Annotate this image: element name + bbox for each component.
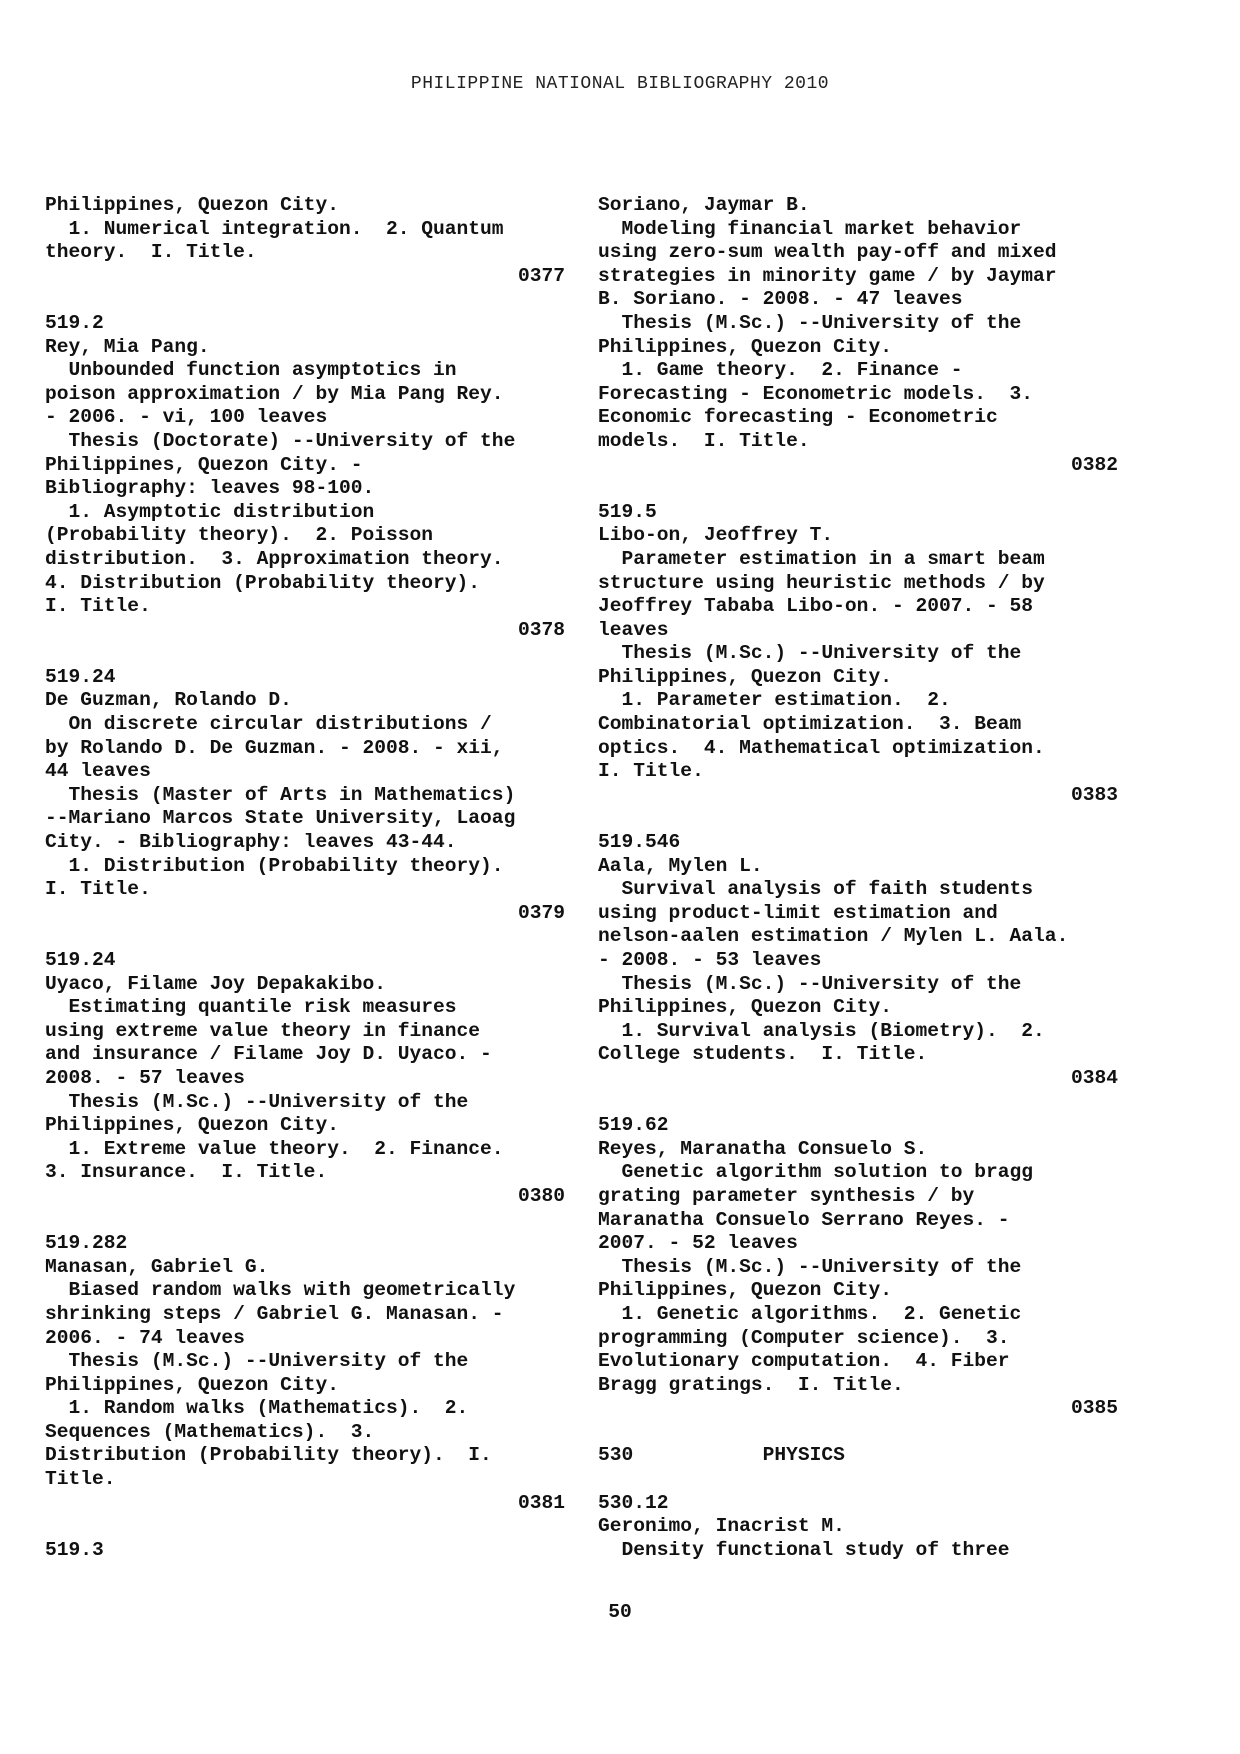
text-line — [45, 642, 565, 666]
text-line: using zero-sum wealth pay-off and mixed — [598, 241, 1057, 264]
text-line: Density functional study of three — [598, 1538, 1010, 1561]
text-line: programming (Computer science). 3. — [598, 1326, 1010, 1349]
text-line: Thesis (M.Sc.) --University of the — [598, 311, 1022, 334]
text-line: Thesis (M.Sc.) --University of the — [598, 642, 1022, 665]
text-line: using product-limit estimation and — [598, 901, 998, 924]
text-line: poison approximation / by Mia Pang Rey. — [45, 382, 504, 405]
page-number: 50 — [608, 1601, 632, 1623]
text-line: 1. Parameter estimation. 2. — [598, 689, 951, 712]
text-line: Philippines, Quezon City. — [598, 335, 892, 358]
text-line — [45, 925, 565, 949]
text-line: Bibliography: leaves 98-100. — [45, 477, 375, 500]
text-line: models. I. Title. — [598, 429, 810, 452]
text-line: Philippines, Quezon City. — [45, 194, 339, 216]
text-line: Economic forecasting - Econometric — [598, 406, 998, 429]
text-line: 3. Insurance. I. Title. — [45, 1161, 328, 1184]
entry-number: 0383 — [1070, 783, 1118, 806]
entry-number: 0384 — [1070, 1066, 1118, 1089]
text-line: Thesis (M.Sc.) --University of the — [45, 1350, 469, 1373]
text-line: grating parameter synthesis / by — [598, 1184, 975, 1207]
text-line: 4. Distribution (Probability theory). — [45, 571, 481, 594]
text-line: Philippines, Quezon City. - — [45, 453, 363, 476]
text-line: Evolutionary computation. 4. Fiber — [598, 1350, 1010, 1373]
text-line: --Mariano Marcos State University, Laoag — [45, 807, 516, 830]
text-line: Philippines, Quezon City. — [598, 996, 892, 1019]
text-line: Unbounded function asymptotics in — [45, 359, 457, 382]
text-line — [598, 1091, 1118, 1115]
text-line: Thesis (M.Sc.) --University of the — [598, 972, 1022, 995]
text-line: City. - Bibliography: leaves 43-44. — [45, 831, 457, 854]
text-line: 1. Random walks (Mathematics). 2. — [45, 1397, 469, 1420]
text-line: De Guzman, Rolando D. — [45, 689, 292, 712]
right-column — [598, 194, 1118, 1562]
text-line: Manasan, Gabriel G. — [45, 1255, 269, 1278]
entry-number: 0382 — [1070, 453, 1118, 476]
text-line: 2006. - 74 leaves — [45, 1326, 245, 1349]
text-line — [45, 1209, 565, 1233]
text-line: leaves — [598, 618, 669, 641]
text-line: 519.3 — [45, 1538, 104, 1561]
text-line: Modeling financial market behavior — [598, 217, 1022, 240]
text-line: using extreme value theory in finance — [45, 1019, 481, 1042]
text-line: 530.12 — [598, 1491, 669, 1514]
text-line: 1. Survival analysis (Biometry). 2. — [598, 1019, 1045, 1042]
text-line: Survival analysis of faith students — [598, 878, 1034, 901]
entry-number: 0377 — [517, 264, 565, 287]
text-line: distribution. 3. Approximation theory. — [45, 547, 504, 570]
text-line: Philippines, Quezon City. — [45, 1114, 339, 1137]
text-line: Sequences (Mathematics). 3. — [45, 1420, 375, 1443]
entry-number: 0381 — [517, 1491, 565, 1514]
text-line: - 2006. - vi, 100 leaves — [45, 406, 328, 429]
text-line: Distribution (Probability theory). I. — [45, 1444, 492, 1467]
text-line: 2007. - 52 leaves — [598, 1232, 798, 1255]
text-line: On discrete circular distributions / — [45, 713, 492, 736]
text-line: theory. I. Title. — [45, 241, 257, 264]
text-line: Aala, Mylen L. — [598, 854, 763, 877]
text-line: Libo-on, Jeoffrey T. — [598, 524, 834, 547]
text-line: College students. I. Title. — [598, 1043, 928, 1066]
text-line: structure using heuristic methods / by — [598, 571, 1045, 594]
text-line: Biased random walks with geometrically — [45, 1279, 516, 1302]
text-line: by Rolando D. De Guzman. - 2008. - xii, — [45, 736, 504, 759]
text-line: 1. Asymptotic distribution — [45, 500, 375, 523]
text-line: Genetic algorithm solution to bragg — [598, 1161, 1034, 1184]
text-line — [598, 807, 1118, 831]
text-line: Soriano, Jaymar B. — [598, 194, 810, 216]
text-line: 2008. - 57 leaves — [45, 1066, 245, 1089]
text-line: Jeoffrey Tababa Libo-on. - 2007. - 58 — [598, 595, 1034, 618]
text-line — [598, 1421, 1118, 1445]
text-line: optics. 4. Mathematical optimization. — [598, 736, 1045, 759]
text-line: Thesis (Doctorate) --University of the — [45, 429, 516, 452]
text-line: I. Title. — [45, 595, 151, 618]
text-line: 530 PHYSICS — [598, 1444, 845, 1467]
text-line: Geronimo, Inacrist M. — [598, 1515, 845, 1538]
entry-number: 0379 — [517, 901, 565, 924]
text-line: - 2008. - 53 leaves — [598, 949, 822, 971]
text-line: (Probability theory). 2. Poisson — [45, 524, 434, 547]
left-column — [45, 194, 565, 1562]
text-line: 519.24 — [45, 665, 116, 688]
text-line: and insurance / Filame Joy D. Uyaco. - — [45, 1043, 492, 1066]
entry-number: 0385 — [1070, 1397, 1118, 1420]
text-line — [598, 477, 1118, 501]
text-line: Maranatha Consuelo Serrano Reyes. - — [598, 1208, 1010, 1231]
text-line: 1. Game theory. 2. Finance - — [598, 359, 963, 382]
text-line: 1. Numerical integration. 2. Quantum — [45, 217, 504, 240]
text-line: Parameter estimation in a smart beam — [598, 547, 1045, 570]
text-line — [45, 1515, 565, 1539]
text-line: Philippines, Quezon City. — [598, 1279, 892, 1302]
text-line: Bragg gratings. I. Title. — [598, 1373, 904, 1396]
text-line: nelson-aalen estimation / Mylen L. Aala. — [598, 925, 1069, 948]
text-line: 1. Distribution (Probability theory). — [45, 854, 504, 877]
text-line: Philippines, Quezon City. — [45, 1373, 339, 1396]
text-line: shrinking steps / Gabriel G. Manasan. - — [45, 1302, 504, 1325]
text-line: Combinatorial optimization. 3. Beam — [598, 713, 1022, 736]
text-line — [45, 288, 565, 312]
text-line: Title. — [45, 1468, 116, 1491]
text-line: B. Soriano. - 2008. - 47 leaves — [598, 288, 963, 311]
text-line: 519.5 — [598, 500, 657, 523]
text-line: Thesis (Master of Arts in Mathematics) — [45, 783, 516, 806]
text-line: Reyes, Maranatha Consuelo S. — [598, 1137, 928, 1160]
text-line — [598, 1468, 1118, 1492]
text-line: strategies in minority game / by Jaymar — [598, 264, 1057, 287]
text-line: Uyaco, Filame Joy Depakakibo. — [45, 972, 386, 995]
text-line: 519.62 — [598, 1114, 669, 1137]
text-line: I. Title. — [45, 878, 151, 901]
entry-number: 0378 — [517, 618, 565, 641]
text-line: Thesis (M.Sc.) --University of the — [45, 1090, 469, 1113]
text-line: I. Title. — [598, 760, 704, 783]
text-line: 519.24 — [45, 949, 116, 971]
text-line: Rey, Mia Pang. — [45, 335, 210, 358]
text-line: 1. Genetic algorithms. 2. Genetic — [598, 1302, 1022, 1325]
page-header: PHILIPPINE NATIONAL BIBLIOGRAPHY 2010 — [410, 74, 830, 94]
entry-number: 0380 — [517, 1184, 565, 1207]
text-line: Philippines, Quezon City. — [598, 665, 892, 688]
text-line: 44 leaves — [45, 760, 151, 783]
text-line: 1. Extreme value theory. 2. Finance. — [45, 1137, 504, 1160]
text-line: Estimating quantile risk measures — [45, 996, 457, 1019]
text-line: 519.2 — [45, 311, 104, 334]
text-line: 519.546 — [598, 831, 681, 854]
text-line: 519.282 — [45, 1232, 128, 1255]
text-line: Thesis (M.Sc.) --University of the — [598, 1255, 1022, 1278]
text-line: Forecasting - Econometric models. 3. — [598, 382, 1034, 405]
